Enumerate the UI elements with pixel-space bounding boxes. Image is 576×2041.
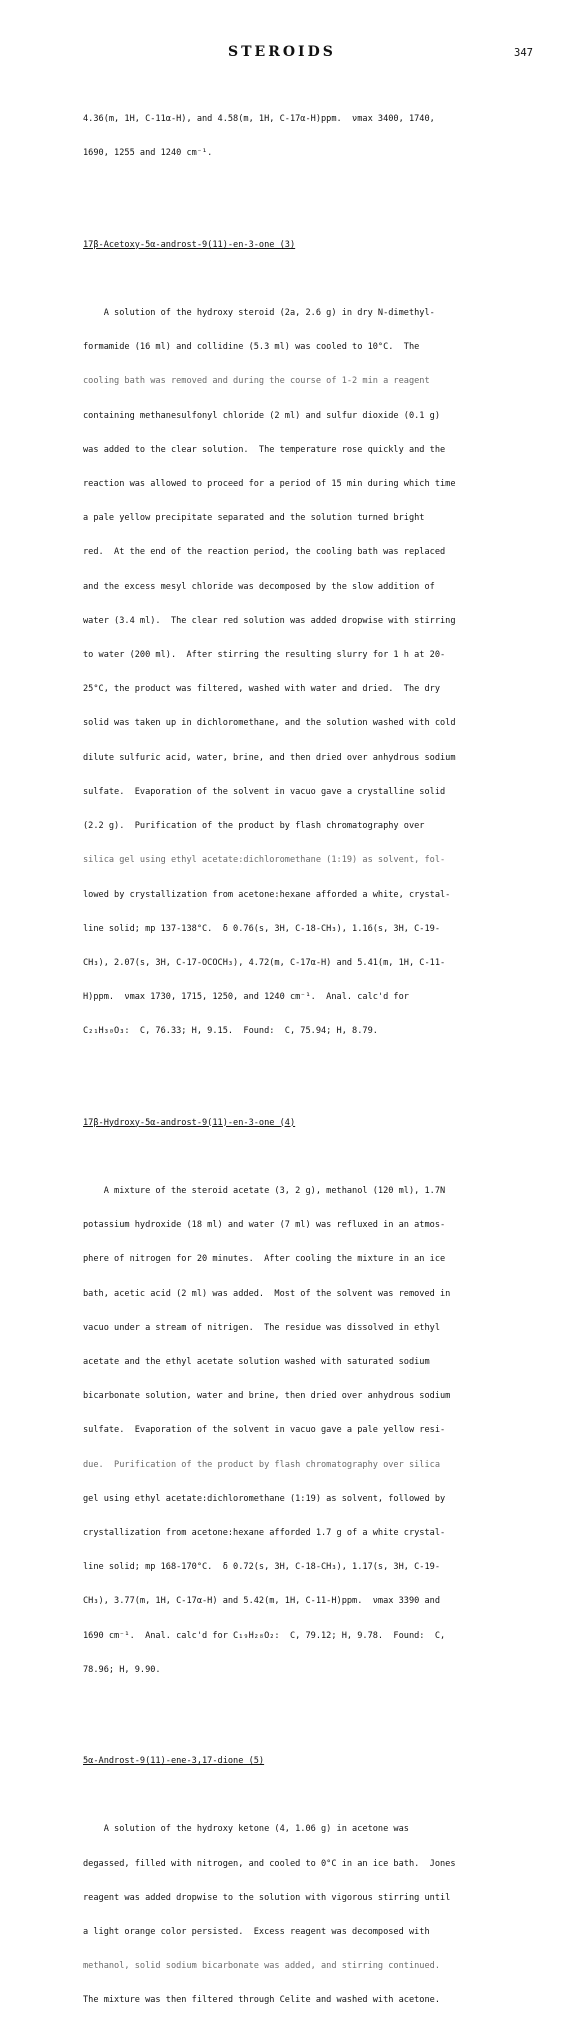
body-line: containing methanesulfonyl chloride (2 ml) and sulfur dioxide (0.1 g)	[83, 410, 440, 421]
body-line: sulfate. Evaporation of the solvent in vacuo gave a pale yellow resi-	[83, 1425, 446, 1436]
body-line: vacuo under a stream of nitrigen. The residue was dissolved in ethyl	[83, 1322, 440, 1333]
body-line: dilute sulfuric acid, water, brine, and then dried over anhydrous sodium	[83, 752, 456, 763]
body-line: crystallization from acetone:hexane afforded 1.7 g of a white crystal-	[83, 1527, 446, 1538]
body-line: CH₃), 3.77(m, 1H, C-17α-H) and 5.42(m, 1H, C-11-H)ppm. νmax 3390 and	[83, 1596, 440, 1607]
body-line: sulfate. Evaporation of the solvent in vacuo gave a crystalline solid	[83, 786, 446, 797]
body-line: was added to the clear solution. The temperature rose quickly and the	[83, 444, 446, 455]
body-line: a light orange color persisted. Excess reagent was decomposed with	[83, 1927, 430, 1938]
body-line: A mixture of the steroid acetate (3, 2 g), methanol (120 ml), 1.7N	[83, 1185, 446, 1196]
body-line: to water (200 ml). After stirring the resulting slurry for 1 h at 20-	[83, 650, 446, 661]
body-line: 78.96; H, 9.90.	[83, 1664, 161, 1675]
body-line: reagent was added dropwise to the solution with vigorous stirring until	[83, 1892, 451, 1903]
body-line: cooling bath was removed and during the course of 1-2 min a reagent	[83, 376, 430, 387]
running-head	[0, 44, 576, 68]
body-line: formamide (16 ml) and collidine (5.3 ml) was cooled to 10°C. The	[83, 342, 420, 353]
body-line: reaction was allowed to proceed for a period of 15 min during which time	[83, 479, 456, 490]
body-line: CH₃), 2.07(s, 3H, C-17-OCOCH₃), 4.72(m, C-17α-H) and 5.41(m, 1H, C-11-	[83, 957, 446, 968]
body-line: silica gel using ethyl acetate:dichloromethane (1:19) as solvent, fol-	[83, 855, 446, 866]
body-line: line solid; mp 168-170°C. δ 0.72(s, 3H, C-18-CH₃), 1.17(s, 3H, C-19-	[83, 1562, 440, 1573]
body-line: degassed, filled with nitrogen, and cooled to 0°C in an ice bath. Jones	[83, 1858, 456, 1869]
body-line: phere of nitrogen for 20 minutes. After cooling the mixture in an ice	[83, 1254, 446, 1265]
body-line: red. At the end of the reaction period, the cooling bath was replaced	[83, 547, 446, 558]
section-heading: 17β-Hydroxy-5α-androst-9(11)-en-3-one (4)	[83, 1117, 296, 1128]
section-heading: 17β-Acetoxy-5α-androst-9(11)-en-3-one (3)	[83, 239, 296, 250]
journal-title: STEROIDS	[228, 44, 336, 60]
body-line: and the excess mesyl chloride was decomposed by the slow addition of	[83, 581, 435, 592]
body-line: line solid; mp 137-138°C. δ 0.76(s, 3H, C-18-CH₃), 1.16(s, 3H, C-19-	[83, 923, 440, 934]
body-line: H)ppm. νmax 1730, 1715, 1250, and 1240 cm⁻¹. Anal. calc'd for	[83, 992, 409, 1003]
body-line: water (3.4 ml). The clear red solution was added dropwise with stirring	[83, 615, 456, 626]
page-number: 347	[514, 47, 533, 59]
body-line: a pale yellow precipitate separated and the solution turned bright	[83, 513, 425, 524]
body-line: due. Purification of the product by flash chromatography over silica	[83, 1459, 440, 1470]
body-line: 4.36(m, 1H, C-11α-H), and 4.58(m, 1H, C-17α-H)ppm. νmax 3400, 1740,	[83, 114, 435, 125]
body-line: gel using ethyl acetate:dichloromethane (1:19) as solvent, followed by	[83, 1493, 446, 1504]
body-line: potassium hydroxide (18 ml) and water (7 ml) was refluxed in an atmos-	[83, 1220, 446, 1231]
body-line: methanol, solid sodium bicarbonate was added, and stirring continued.	[83, 1961, 440, 1972]
body-line: 1690 cm⁻¹. Anal. calc'd for C₁₉H₂₈O₂: C, 79.12; H, 9.78. Found: C,	[83, 1630, 446, 1641]
body-line: bicarbonate solution, water and brine, then dried over anhydrous sodium	[83, 1391, 451, 1402]
article-body	[83, 80, 523, 2041]
body-line: solid was taken up in dichloromethane, and the solution washed with cold	[83, 718, 456, 729]
body-line: A solution of the hydroxy ketone (4, 1.06 g) in acetone was	[83, 1824, 409, 1835]
section-heading: 5α-Androst-9(11)-ene-3,17-dione (5)	[83, 1756, 265, 1766]
body-line: 1690, 1255 and 1240 cm⁻¹.	[83, 148, 213, 159]
body-line: 25°C, the product was filtered, washed with water and dried. The dry	[83, 684, 440, 695]
body-line: bath, acetic acid (2 ml) was added. Most of the solvent was removed in	[83, 1288, 451, 1299]
body-line: lowed by crystallization from acetone:hexane afforded a white, crystal-	[83, 889, 451, 900]
body-line: A solution of the hydroxy steroid (2a, 2.6 g) in dry N-dimethyl-	[83, 308, 435, 319]
body-line: (2.2 g). Purification of the product by flash chromatography over	[83, 821, 425, 832]
body-line: acetate and the ethyl acetate solution washed with saturated sodium	[83, 1356, 430, 1367]
body-line: C₂₁H₃₀O₃: C, 76.33; H, 9.15. Found: C, 75.94; H, 8.79.	[83, 1026, 378, 1037]
body-line: The mixture was then filtered through Celite and washed with acetone.	[83, 1995, 440, 2006]
